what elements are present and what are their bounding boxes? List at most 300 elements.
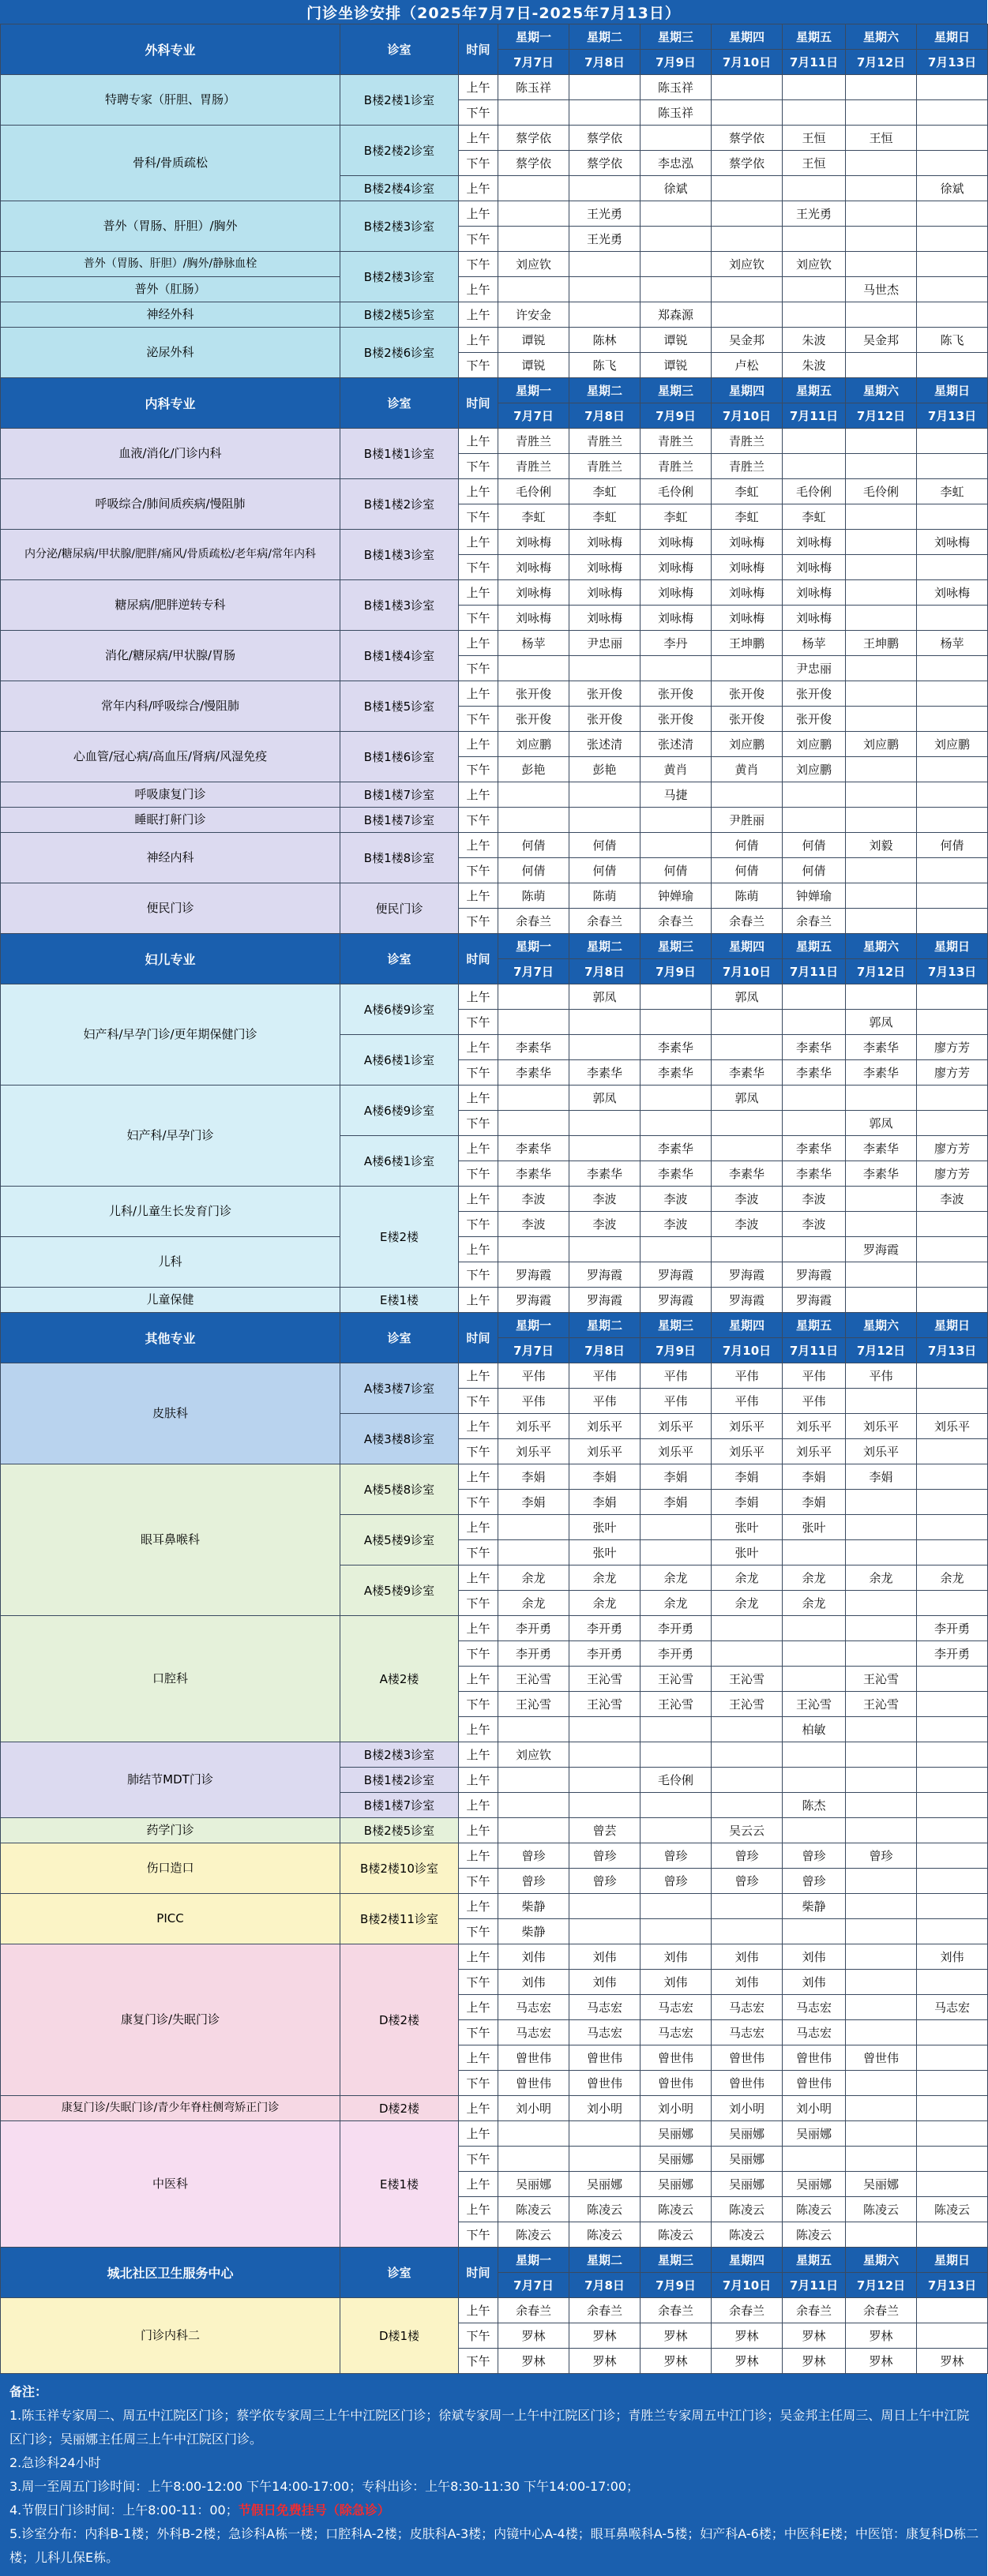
doctor-cell: 尹忠丽 xyxy=(569,631,641,656)
doctor-cell: 刘应钦 xyxy=(783,252,846,277)
department-name: 心血管/冠心病/高血压/肾病/风湿免疫 xyxy=(1,732,340,782)
doctor-cell: 柏敏 xyxy=(783,1717,846,1742)
doctor-cell xyxy=(917,429,988,454)
clinic-room: B楼1楼7诊室 xyxy=(340,808,459,833)
doctor-cell: 李波 xyxy=(783,1212,846,1237)
doctor-cell: 罗海霞 xyxy=(569,1262,641,1288)
section-title: 外科专业 xyxy=(1,24,340,75)
doctor-cell: 王沁雪 xyxy=(783,1692,846,1717)
clinic-room: A楼3楼7诊室 xyxy=(340,1363,459,1414)
doctor-cell: 廖方芳 xyxy=(917,1136,988,1161)
doctor-cell xyxy=(498,1540,569,1565)
doctor-cell xyxy=(917,1591,988,1616)
doctor-cell: 余春兰 xyxy=(641,2298,712,2323)
weekday-header: 星期三 xyxy=(641,378,712,403)
doctor-cell: 李素华 xyxy=(641,1136,712,1161)
doctor-cell xyxy=(498,1515,569,1540)
doctor-cell xyxy=(569,1035,641,1060)
clinic-room: B楼2楼3诊室 xyxy=(340,1742,459,1768)
doctor-cell xyxy=(569,1010,641,1035)
doctor-cell xyxy=(846,1288,917,1313)
doctor-cell xyxy=(712,201,783,227)
doctor-cell: 李开勇 xyxy=(569,1616,641,1641)
doctor-cell xyxy=(917,883,988,909)
doctor-cell: 毛伶俐 xyxy=(641,1768,712,1793)
weekday-header: 星期二 xyxy=(569,378,641,403)
doctor-cell xyxy=(917,454,988,479)
department-name: 神经内科 xyxy=(1,833,340,883)
clinic-room: A楼6楼1诊室 xyxy=(340,1035,459,1086)
clinic-room: E楼1楼 xyxy=(340,1288,459,1313)
doctor-cell: 尹胜丽 xyxy=(712,808,783,833)
doctor-cell: 何倩 xyxy=(498,858,569,883)
date-header: 7月12日 xyxy=(846,403,917,429)
doctor-cell xyxy=(846,757,917,782)
section-header-row xyxy=(1,2248,988,2273)
doctor-cell xyxy=(917,151,988,176)
date-header: 7月10日 xyxy=(712,2273,783,2298)
doctor-cell xyxy=(917,1086,988,1111)
doctor-cell: 杨苹 xyxy=(917,631,988,656)
doctor-cell: 吴丽娜 xyxy=(498,2172,569,2197)
doctor-cell: 马志宏 xyxy=(498,2020,569,2045)
department-name: 常年内科/呼吸综合/慢阻肺 xyxy=(1,681,340,732)
doctor-cell: 刘应钦 xyxy=(498,252,569,277)
schedule-row xyxy=(1,429,988,454)
doctor-cell xyxy=(498,1793,569,1818)
doctor-cell xyxy=(569,1919,641,1944)
doctor-cell xyxy=(846,984,917,1010)
doctor-cell: 毛伶俐 xyxy=(846,479,917,504)
doctor-cell xyxy=(917,782,988,808)
clinic-room: A楼6楼1诊室 xyxy=(340,1136,459,1187)
doctor-cell xyxy=(917,1212,988,1237)
doctor-cell: 陈萌 xyxy=(712,883,783,909)
note-holiday xyxy=(9,2499,979,2522)
doctor-cell xyxy=(846,2222,917,2248)
doctor-cell: 郭凤 xyxy=(569,984,641,1010)
doctor-cell: 刘伟 xyxy=(498,1970,569,1995)
doctor-cell xyxy=(641,1894,712,1919)
doctor-cell: 张开俊 xyxy=(498,681,569,707)
schedule-row xyxy=(1,1187,988,1212)
doctor-cell xyxy=(846,2147,917,2172)
schedule-row xyxy=(1,1742,988,1768)
department-name: 中医科 xyxy=(1,2121,340,2248)
doctor-cell xyxy=(917,808,988,833)
doctor-cell xyxy=(846,100,917,126)
schedule-row xyxy=(1,201,988,227)
doctor-cell: 刘伟 xyxy=(569,1944,641,1970)
page-title: 门诊坐诊安排（2025年7月7日-2025年7月13日） xyxy=(0,0,987,24)
doctor-cell: 李波 xyxy=(498,1212,569,1237)
doctor-cell: 余春兰 xyxy=(498,2298,569,2323)
doctor-cell xyxy=(917,1692,988,1717)
doctor-cell: 余龙 xyxy=(569,1565,641,1591)
doctor-cell xyxy=(498,1717,569,1742)
weekday-header: 星期六 xyxy=(846,24,917,50)
doctor-cell: 罗海霞 xyxy=(498,1262,569,1288)
doctor-cell: 王沁雪 xyxy=(712,1692,783,1717)
clinic-room: B楼2楼5诊室 xyxy=(340,302,459,328)
doctor-cell: 罗海霞 xyxy=(712,1288,783,1313)
doctor-cell: 曾世伟 xyxy=(846,2045,917,2071)
weekday-header: 星期四 xyxy=(712,2248,783,2273)
department-name: 儿科 xyxy=(1,1237,340,1288)
doctor-cell: 曾珍 xyxy=(569,1843,641,1869)
session-period: 下午 xyxy=(459,555,498,580)
session-period: 上午 xyxy=(459,2121,498,2147)
doctor-cell xyxy=(641,1818,712,1843)
date-header: 7月11日 xyxy=(783,2273,846,2298)
doctor-cell: 李虹 xyxy=(569,504,641,530)
department-name: 儿科/儿童生长发育门诊 xyxy=(1,1187,340,1237)
session-period: 下午 xyxy=(459,1212,498,1237)
doctor-cell: 马志宏 xyxy=(569,1995,641,2020)
doctor-cell: 王恒 xyxy=(783,126,846,151)
doctor-cell xyxy=(917,1540,988,1565)
session-period: 上午 xyxy=(459,1717,498,1742)
doctor-cell xyxy=(846,909,917,934)
doctor-cell: 刘伟 xyxy=(783,1970,846,1995)
doctor-cell: 张开俊 xyxy=(641,707,712,732)
doctor-cell xyxy=(917,1010,988,1035)
schedule-row xyxy=(1,1944,988,1970)
doctor-cell: 廖方芳 xyxy=(917,1161,988,1187)
doctor-cell: 张叶 xyxy=(569,1515,641,1540)
doctor-cell: 王光勇 xyxy=(569,201,641,227)
doctor-cell: 张开俊 xyxy=(641,681,712,707)
department-name: 眼耳鼻喉科 xyxy=(1,1464,340,1616)
doctor-cell xyxy=(783,176,846,201)
section-title: 城北社区卫生服务中心 xyxy=(1,2248,340,2298)
clinic-room: B楼1楼8诊室 xyxy=(340,833,459,883)
doctor-cell: 曾珍 xyxy=(569,1869,641,1894)
session-period: 上午 xyxy=(459,580,498,606)
department-name: 口腔科 xyxy=(1,1616,340,1742)
weekday-header: 星期一 xyxy=(498,1313,569,1338)
doctor-cell: 刘咏梅 xyxy=(498,580,569,606)
doctor-cell: 余龙 xyxy=(917,1565,988,1591)
weekday-header: 星期二 xyxy=(569,934,641,959)
schedule-row xyxy=(1,1464,988,1490)
doctor-cell: 刘咏梅 xyxy=(783,555,846,580)
doctor-cell xyxy=(783,1010,846,1035)
date-header: 7月7日 xyxy=(498,50,569,75)
doctor-cell: 王沁雪 xyxy=(846,1692,917,1717)
date-header: 7月11日 xyxy=(783,403,846,429)
doctor-cell: 马志宏 xyxy=(917,1995,988,2020)
doctor-cell: 刘咏梅 xyxy=(569,555,641,580)
clinic-room: D楼2楼 xyxy=(340,1944,459,2096)
doctor-cell: 余春兰 xyxy=(569,2298,641,2323)
room-header: 诊室 xyxy=(340,1313,459,1363)
doctor-cell xyxy=(917,757,988,782)
date-header: 7月10日 xyxy=(712,50,783,75)
doctor-cell: 罗林 xyxy=(569,2349,641,2374)
doctor-cell: 罗林 xyxy=(569,2323,641,2349)
doctor-cell xyxy=(783,1742,846,1768)
date-header: 7月8日 xyxy=(569,959,641,984)
note-line: 5.诊室分布：内科B-1楼；外科B-2楼；急诊科A栋一楼；口腔科A-2楼；皮肤科A-3楼；内镜中心A-4楼；眼耳鼻喉科A-5楼；妇产科A-6楼；中医科E楼；中医馆：康复科D栋二楼；儿科儿保E栋。 xyxy=(9,2526,979,2565)
clinic-room: B楼2楼1诊室 xyxy=(340,75,459,126)
doctor-cell: 谭锐 xyxy=(641,353,712,378)
session-period: 下午 xyxy=(459,1010,498,1035)
doctor-cell xyxy=(712,1136,783,1161)
doctor-cell xyxy=(569,100,641,126)
doctor-cell: 刘乐平 xyxy=(569,1439,641,1464)
doctor-cell: 刘乐平 xyxy=(846,1439,917,1464)
doctor-cell: 李素华 xyxy=(569,1161,641,1187)
doctor-cell: 马志宏 xyxy=(783,2020,846,2045)
doctor-cell: 李波 xyxy=(917,1187,988,1212)
room-header: 诊室 xyxy=(340,378,459,429)
doctor-cell xyxy=(846,151,917,176)
doctor-cell: 王沁雪 xyxy=(569,1667,641,1692)
doctor-cell: 李素华 xyxy=(498,1060,569,1086)
schedule-row xyxy=(1,1363,988,1389)
doctor-cell xyxy=(641,1717,712,1742)
session-period: 上午 xyxy=(459,883,498,909)
doctor-cell: 柴静 xyxy=(783,1894,846,1919)
notes-panel xyxy=(0,2374,987,2576)
doctor-cell xyxy=(917,1288,988,1313)
section-header-row xyxy=(1,934,988,959)
doctor-cell: 曾芸 xyxy=(569,1818,641,1843)
date-header: 7月7日 xyxy=(498,959,569,984)
weekday-header: 星期三 xyxy=(641,2248,712,2273)
session-period: 上午 xyxy=(459,681,498,707)
doctor-cell: 平伟 xyxy=(641,1363,712,1389)
doctor-cell: 谭锐 xyxy=(498,328,569,353)
clinic-room: D楼2楼 xyxy=(340,2096,459,2121)
session-period: 下午 xyxy=(459,909,498,934)
clinic-room: B楼1楼1诊室 xyxy=(340,429,459,479)
session-period: 上午 xyxy=(459,732,498,757)
doctor-cell: 马志宏 xyxy=(641,2020,712,2045)
room-header: 诊室 xyxy=(340,24,459,75)
schedule-row xyxy=(1,883,988,909)
doctor-cell xyxy=(917,2020,988,2045)
doctor-cell: 马捷 xyxy=(641,782,712,808)
doctor-cell: 青胜兰 xyxy=(712,454,783,479)
doctor-cell: 李波 xyxy=(569,1187,641,1212)
doctor-cell: 曾世伟 xyxy=(641,2045,712,2071)
doctor-cell xyxy=(846,1490,917,1515)
doctor-cell xyxy=(917,1742,988,1768)
date-header: 7月9日 xyxy=(641,959,712,984)
doctor-cell xyxy=(917,126,988,151)
doctor-cell: 陈凌云 xyxy=(783,2197,846,2222)
doctor-cell: 李波 xyxy=(712,1212,783,1237)
doctor-cell: 刘小明 xyxy=(641,2096,712,2121)
doctor-cell xyxy=(783,1616,846,1641)
session-period: 上午 xyxy=(459,328,498,353)
department-name: 普外（肛肠） xyxy=(1,277,340,302)
doctor-cell: 刘乐平 xyxy=(498,1439,569,1464)
doctor-cell: 余龙 xyxy=(498,1565,569,1591)
doctor-cell: 刘咏梅 xyxy=(641,530,712,555)
session-period: 下午 xyxy=(459,1060,498,1086)
weekday-header: 星期一 xyxy=(498,24,569,50)
doctor-cell xyxy=(783,454,846,479)
doctor-cell xyxy=(498,227,569,252)
doctor-cell xyxy=(783,429,846,454)
doctor-cell: 刘咏梅 xyxy=(641,555,712,580)
doctor-cell: 罗林 xyxy=(917,2349,988,2374)
doctor-cell xyxy=(846,1515,917,1540)
doctor-cell xyxy=(846,176,917,201)
date-header: 7月7日 xyxy=(498,403,569,429)
session-period: 上午 xyxy=(459,2045,498,2071)
doctor-cell xyxy=(641,1919,712,1944)
doctor-cell: 刘小明 xyxy=(498,2096,569,2121)
doctor-cell: 青胜兰 xyxy=(712,429,783,454)
schedule-row xyxy=(1,328,988,353)
schedule-row xyxy=(1,1894,988,1919)
doctor-cell xyxy=(712,1237,783,1262)
doctor-cell: 余春兰 xyxy=(783,909,846,934)
doctor-cell: 刘咏梅 xyxy=(712,580,783,606)
session-period: 上午 xyxy=(459,277,498,302)
doctor-cell xyxy=(569,1111,641,1136)
doctor-cell: 刘咏梅 xyxy=(783,580,846,606)
doctor-cell xyxy=(641,1111,712,1136)
doctor-cell: 罗林 xyxy=(498,2323,569,2349)
doctor-cell: 余龙 xyxy=(569,1591,641,1616)
doctor-cell: 罗林 xyxy=(846,2323,917,2349)
doctor-cell: 李波 xyxy=(641,1187,712,1212)
doctor-cell: 刘乐平 xyxy=(498,1414,569,1439)
doctor-cell: 余龙 xyxy=(712,1591,783,1616)
doctor-cell xyxy=(846,580,917,606)
schedule-row xyxy=(1,302,988,328)
doctor-cell: 钟婵瑜 xyxy=(783,883,846,909)
doctor-cell: 李虹 xyxy=(712,504,783,530)
schedule-row xyxy=(1,530,988,555)
doctor-cell: 王沁雪 xyxy=(498,1667,569,1692)
doctor-cell xyxy=(712,1641,783,1667)
clinic-room: A楼5楼9诊室 xyxy=(340,1515,459,1565)
doctor-cell: 陈凌云 xyxy=(917,2197,988,2222)
doctor-cell: 李丹 xyxy=(641,631,712,656)
department-name: 康复门诊/失眠门诊/青少年脊柱侧弯矫正门诊 xyxy=(1,2096,340,2121)
doctor-cell xyxy=(917,2298,988,2323)
doctor-cell: 刘咏梅 xyxy=(783,530,846,555)
doctor-cell: 何倩 xyxy=(712,858,783,883)
doctor-cell xyxy=(712,1894,783,1919)
schedule-row xyxy=(1,1616,988,1641)
doctor-cell xyxy=(498,1111,569,1136)
doctor-cell xyxy=(783,1540,846,1565)
section-title: 内科专业 xyxy=(1,378,340,429)
clinic-room: D楼1楼 xyxy=(340,2298,459,2374)
doctor-cell xyxy=(917,277,988,302)
doctor-cell: 刘伟 xyxy=(569,1970,641,1995)
doctor-cell: 李素华 xyxy=(498,1161,569,1187)
doctor-cell: 王光勇 xyxy=(569,227,641,252)
doctor-cell: 许安金 xyxy=(498,302,569,328)
doctor-cell: 马志宏 xyxy=(712,2020,783,2045)
doctor-cell xyxy=(917,2172,988,2197)
doctor-cell xyxy=(846,1641,917,1667)
department-name: 便民门诊 xyxy=(1,883,340,934)
doctor-cell xyxy=(498,201,569,227)
session-period: 下午 xyxy=(459,2323,498,2349)
doctor-cell: 郭凤 xyxy=(569,1086,641,1111)
doctor-cell xyxy=(917,555,988,580)
date-header: 7月11日 xyxy=(783,1338,846,1363)
doctor-cell: 王坤鹏 xyxy=(712,631,783,656)
doctor-cell: 李娟 xyxy=(712,1490,783,1515)
doctor-cell: 张开俊 xyxy=(569,707,641,732)
doctor-cell: 刘咏梅 xyxy=(917,580,988,606)
session-period: 上午 xyxy=(459,1818,498,1843)
doctor-cell: 刘伟 xyxy=(712,1970,783,1995)
clinic-room: B楼1楼4诊室 xyxy=(340,631,459,681)
doctor-cell: 王坤鹏 xyxy=(846,631,917,656)
doctor-cell: 柴静 xyxy=(498,1919,569,1944)
doctor-cell: 刘咏梅 xyxy=(783,606,846,631)
doctor-cell: 何倩 xyxy=(917,833,988,858)
doctor-cell xyxy=(498,1086,569,1111)
doctor-cell: 余龙 xyxy=(783,1591,846,1616)
doctor-cell xyxy=(783,1768,846,1793)
department-name: 门诊内科二 xyxy=(1,2298,340,2374)
doctor-cell: 李开勇 xyxy=(641,1616,712,1641)
doctor-cell xyxy=(783,1641,846,1667)
session-period: 下午 xyxy=(459,1490,498,1515)
doctor-cell: 刘伟 xyxy=(712,1944,783,1970)
doctor-cell: 曾珍 xyxy=(498,1843,569,1869)
schedule-row xyxy=(1,1843,988,1869)
department-name: 呼吸综合/肺间质疾病/慢阻肺 xyxy=(1,479,340,530)
doctor-cell xyxy=(846,75,917,100)
doctor-cell xyxy=(641,833,712,858)
doctor-cell xyxy=(917,2096,988,2121)
session-period: 下午 xyxy=(459,1869,498,1894)
doctor-cell: 李素华 xyxy=(641,1161,712,1187)
doctor-cell: 曾珍 xyxy=(641,1843,712,1869)
doctor-cell xyxy=(917,1919,988,1944)
session-period: 上午 xyxy=(459,1515,498,1540)
doctor-cell: 朱波 xyxy=(783,353,846,378)
doctor-cell xyxy=(917,1515,988,1540)
doctor-cell: 李素华 xyxy=(783,1060,846,1086)
session-period: 下午 xyxy=(459,227,498,252)
doctor-cell: 李娟 xyxy=(498,1464,569,1490)
doctor-cell: 余春兰 xyxy=(641,909,712,934)
clinic-room: B楼1楼5诊室 xyxy=(340,681,459,732)
doctor-cell: 陈凌云 xyxy=(569,2222,641,2248)
section-header-row xyxy=(1,24,988,50)
clinic-room: A楼5楼8诊室 xyxy=(340,1464,459,1515)
doctor-cell xyxy=(641,1540,712,1565)
doctor-cell: 刘应鹏 xyxy=(846,732,917,757)
weekday-header: 星期四 xyxy=(712,1313,783,1338)
doctor-cell xyxy=(641,656,712,681)
doctor-cell: 李素华 xyxy=(783,1035,846,1060)
department-name: 普外（胃肠、肝胆）/胸外 xyxy=(1,201,340,252)
doctor-cell xyxy=(846,227,917,252)
doctor-cell xyxy=(846,530,917,555)
doctor-cell xyxy=(846,2121,917,2147)
session-period: 下午 xyxy=(459,504,498,530)
session-period: 上午 xyxy=(459,631,498,656)
doctor-cell: 罗林 xyxy=(783,2349,846,2374)
doctor-cell: 刘咏梅 xyxy=(569,606,641,631)
doctor-cell: 钟婵瑜 xyxy=(641,883,712,909)
